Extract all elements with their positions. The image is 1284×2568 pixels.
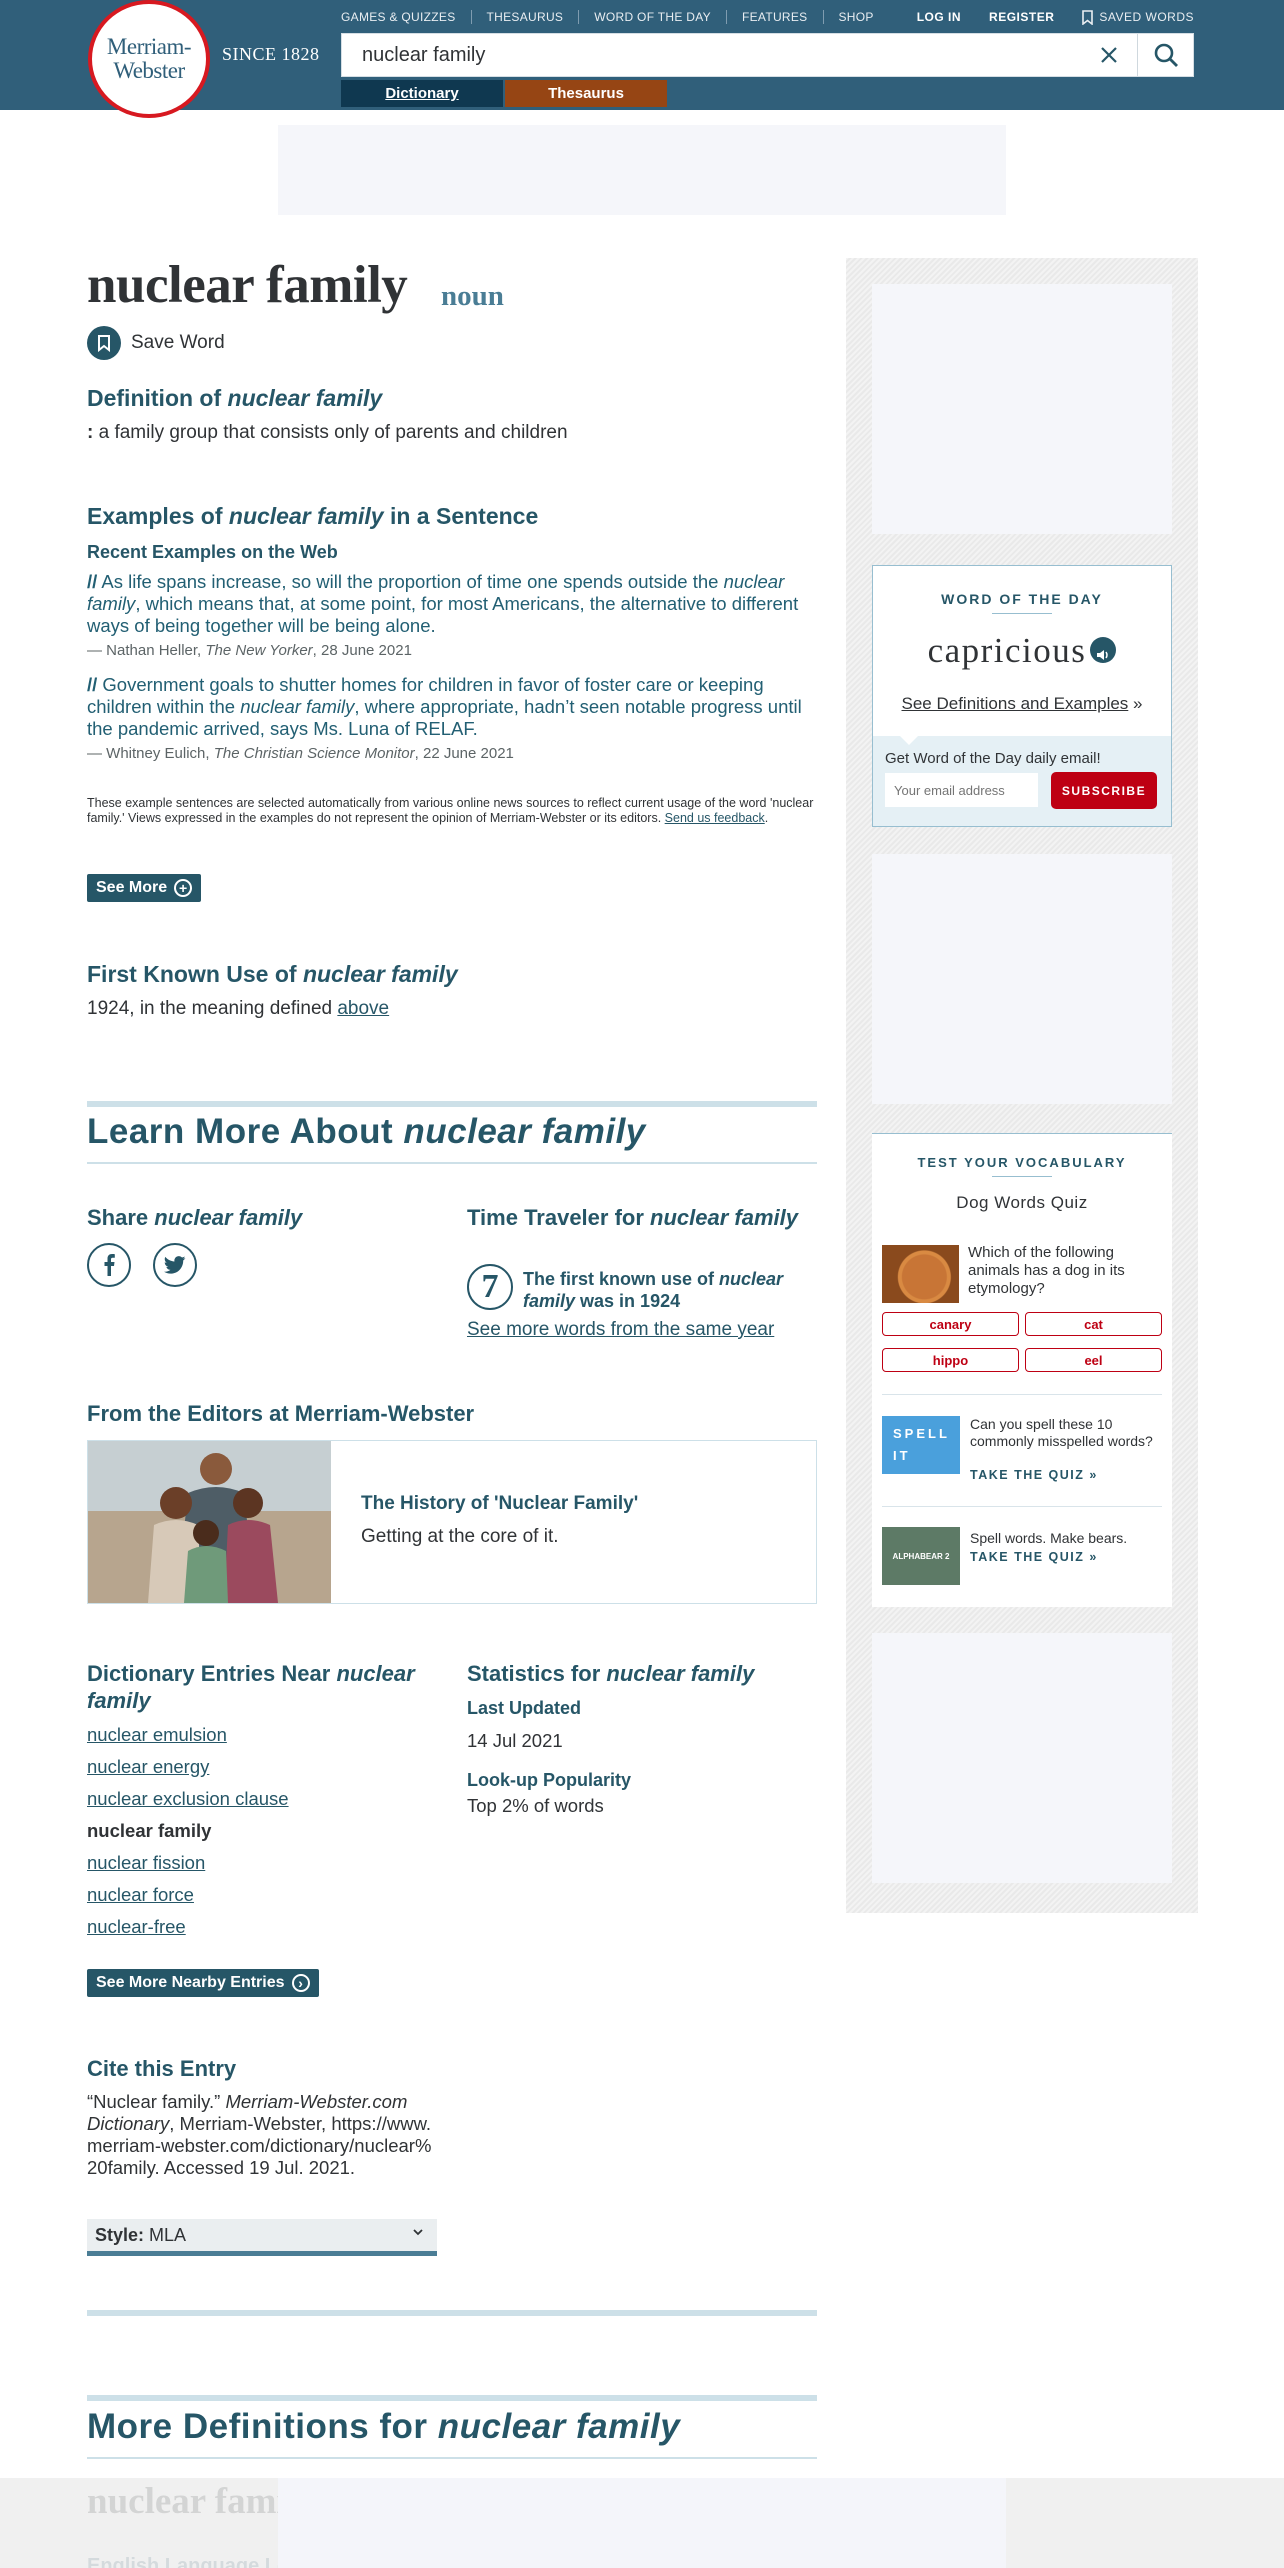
nav-shop[interactable]: SHOP — [823, 10, 889, 24]
citation-style-select[interactable] — [87, 2219, 437, 2256]
register-link[interactable]: REGISTER — [989, 10, 1055, 24]
more-definitions-heading: More Definitions for nuclear family — [87, 2407, 681, 2446]
nearby-entry-current: nuclear family — [87, 1820, 212, 1841]
quiz-option-eel[interactable]: eel — [1025, 1348, 1162, 1372]
time-traveler-heading: Time Traveler for nuclear family — [467, 1205, 798, 1230]
editors-article-card[interactable] — [87, 1440, 817, 1604]
right-sidebar — [846, 258, 1198, 1913]
nav-features[interactable]: FEATURES — [726, 10, 823, 24]
facebook-icon — [103, 1254, 115, 1276]
examples-disclaimer: These example sentences are selected automatically from various online news sources to reflect current usage of the word 'nuclear family.' Views expressed in the examples do not represent the opinion of Merriam-Webster or its editors. Send us feedback. — [87, 796, 814, 825]
search-bar — [341, 33, 1194, 77]
statistics-heading: Statistics for nuclear family — [467, 1661, 755, 1686]
last-updated-label: Last Updated — [467, 1698, 582, 1718]
learn-more-heading: Learn More About nuclear family — [87, 1112, 646, 1151]
login-link[interactable]: LOG IN — [916, 10, 962, 24]
top-nav — [341, 8, 889, 26]
nearby-entry[interactable]: nuclear emulsion — [87, 1724, 227, 1745]
twitter-share-button[interactable] — [153, 1243, 197, 1287]
last-updated-value: 14 Jul 2021 — [467, 1730, 563, 1751]
example-sentence: // As life spans increase, so will the proportion of time one spends outside the nuclear family, which means that, at some point, for most Americans, the alternative to different ways of being together will be being alone. — [87, 571, 799, 636]
saved-words-link[interactable] — [1082, 10, 1194, 25]
nearby-entries-heading: Dictionary Entries Near nuclear family — [87, 1661, 415, 1713]
nearby-entry[interactable]: nuclear exclusion clause — [87, 1788, 289, 1809]
section-divider — [87, 1162, 817, 1164]
part-of-speech[interactable]: noun — [441, 280, 504, 312]
bookmark-icon — [1082, 10, 1093, 25]
wod-email-signup — [873, 736, 1171, 826]
send-feedback-link[interactable]: Send us feedback — [664, 811, 765, 825]
lookup-popularity-label: Look-up Popularity — [467, 1770, 631, 1790]
nav-games-quizzes[interactable]: GAMES & QUIZZES — [341, 10, 456, 24]
time-traveler-link[interactable]: See more words from the same year — [467, 1319, 775, 1340]
word-of-the-day-label: WORD OF THE DAY — [941, 591, 1103, 607]
citation-text: “Nuclear family.” Merriam-Webster.com Dictionary, Merriam-Webster, https://www.merriam-webster.com/dictionary/nuclear%20family. Accessed 19 Jul. 2021. — [87, 2091, 432, 2178]
headword: nuclear family — [87, 256, 408, 314]
quiz-option-cat[interactable]: cat — [1025, 1312, 1162, 1336]
alphabear-quiz-link[interactable]: TAKE THE QUIZ » — [970, 1550, 1098, 1564]
divider — [882, 1394, 1162, 1395]
divider — [882, 1506, 1162, 1507]
recent-examples-heading: Recent Examples on the Web — [87, 542, 338, 562]
test-your-vocabulary-widget — [872, 1133, 1172, 1607]
nearby-entry[interactable]: nuclear force — [87, 1884, 194, 1905]
see-more-nearby-label: See More Nearby Entries — [96, 1974, 285, 1991]
sidebar-ad-slot — [872, 854, 1172, 1104]
sidebar-ad-slot — [872, 284, 1172, 534]
divider — [992, 613, 1052, 614]
search-button[interactable] — [1137, 34, 1193, 76]
alphabear-text: Spell words. Make bears. — [970, 1530, 1128, 1546]
nearby-entry[interactable]: nuclear-free — [87, 1916, 186, 1937]
quiz-question: Which of the following animals has a dog in its etymology? — [968, 1244, 1125, 1297]
arrow-circle-icon: › — [292, 1974, 310, 1992]
save-word-label: Save Word — [131, 332, 225, 353]
nav-thesaurus[interactable]: THESAURUS — [471, 10, 579, 24]
definition-heading: Definition of nuclear family — [87, 385, 383, 411]
time-traveler-icon: 7 — [467, 1264, 513, 1310]
wod-definitions-link[interactable]: See Definitions and Examples — [901, 694, 1129, 713]
editors-article-subtitle: Getting at the core of it. — [361, 1526, 559, 1547]
see-more-label: See More — [96, 879, 168, 896]
saved-words-label: SAVED WORDS — [1099, 10, 1194, 24]
definition-text: : a family group that consists only of parents and children — [87, 422, 568, 443]
puppy-image — [882, 1245, 959, 1303]
style-value: MLA — [149, 2224, 187, 2245]
logo-text-merriam: Merriam- — [106, 34, 192, 59]
spell-it-quiz-link[interactable]: TAKE THE QUIZ » — [970, 1468, 1098, 1482]
top-ad-slot — [278, 125, 1006, 215]
see-more-nearby-button[interactable] — [87, 1969, 319, 1997]
see-more-examples-button[interactable] — [87, 874, 201, 902]
tab-dictionary[interactable]: Dictionary — [341, 80, 503, 107]
nav-word-of-the-day[interactable]: WORD OF THE DAY — [578, 10, 726, 24]
close-icon — [1100, 46, 1118, 64]
lookup-popularity-value: Top 2% of words — [467, 1795, 604, 1816]
tab-thesaurus[interactable]: Thesaurus — [505, 80, 667, 107]
bookmark-icon — [87, 326, 121, 360]
family-photo — [88, 1441, 331, 1603]
vocab-label: TEST YOUR VOCABULARY — [917, 1155, 1127, 1170]
merriam-webster-logo[interactable] — [88, 0, 210, 118]
section-divider — [87, 1101, 817, 1107]
search-icon — [1153, 42, 1179, 68]
first-known-use-heading: First Known Use of nuclear family — [87, 961, 458, 987]
save-word-button[interactable] — [87, 326, 225, 360]
example-sentence: // Government goals to shutter homes for children in favor of foster care or keeping children within the nuclear family, where appropriate, hadn’t seen notable progress until the pandemic arrived, says Ms. Luna of RELAF. — [87, 674, 802, 739]
subscribe-button[interactable]: SUBSCRIBE — [1051, 772, 1157, 809]
bottom-ad-slot — [278, 2478, 1006, 2568]
spell-it-logo[interactable]: SPELL IT — [882, 1416, 960, 1474]
search-input[interactable] — [342, 34, 1081, 76]
word-of-the-day[interactable]: capricious — [873, 631, 1171, 671]
section-divider — [87, 2310, 817, 2316]
pointer-triangle — [899, 735, 919, 745]
example-source: — Nathan Heller, The New Yorker, 28 June 2021 — [87, 642, 412, 659]
sidebar-ad-slot — [872, 1633, 1172, 1883]
site-header — [0, 0, 1284, 110]
nearby-entry[interactable]: nuclear fission — [87, 1852, 206, 1873]
section-divider — [87, 2457, 817, 2459]
example-source: — Whitney Eulich, The Christian Science Monitor, 22 June 2021 — [87, 745, 514, 762]
editors-article-title: The History of 'Nuclear Family' — [361, 1493, 639, 1514]
examples-heading: Examples of nuclear family in a Sentence — [87, 503, 539, 529]
audio-icon[interactable] — [1090, 637, 1116, 663]
plus-circle-icon: + — [174, 879, 192, 897]
style-label: Style: — [95, 2224, 145, 2245]
nearby-entry[interactable]: nuclear energy — [87, 1756, 210, 1777]
email-input[interactable] — [885, 773, 1038, 807]
logo-text-webster: Webster — [113, 58, 185, 83]
quiz-title[interactable]: Dog Words Quiz — [956, 1193, 1088, 1212]
time-traveler-text: The first known use of nuclear family was in 1924 — [523, 1269, 784, 1311]
above-link[interactable]: above — [337, 998, 390, 1019]
email-signup-label: Get Word of the Day daily email! — [885, 750, 1101, 767]
chevron-down-icon — [411, 2225, 425, 2239]
clear-search-button[interactable] — [1081, 34, 1137, 76]
share-heading: Share nuclear family — [87, 1205, 303, 1230]
since-1828: SINCE 1828 — [222, 44, 320, 64]
quiz-option-hippo[interactable]: hippo — [882, 1348, 1019, 1372]
alphabear-logo[interactable]: ALPHABEAR 2 — [882, 1527, 960, 1585]
first-known-use-text: 1924, in the meaning defined above — [87, 998, 390, 1019]
divider — [992, 1176, 1052, 1177]
twitter-icon — [164, 1256, 186, 1274]
spell-it-text: Can you spell these 10 commonly misspelled words? — [970, 1416, 1153, 1449]
quiz-option-canary[interactable]: canary — [882, 1312, 1019, 1336]
section-divider — [87, 2395, 817, 2401]
cite-heading: Cite this Entry — [87, 2056, 237, 2081]
wod-definitions-link-row: See Definitions and Examples » — [901, 694, 1143, 713]
word-of-the-day-widget — [872, 565, 1172, 827]
editors-heading: From the Editors at Merriam-Webster — [87, 1401, 475, 1426]
account-links — [917, 8, 1194, 26]
facebook-share-button[interactable] — [87, 1243, 131, 1287]
